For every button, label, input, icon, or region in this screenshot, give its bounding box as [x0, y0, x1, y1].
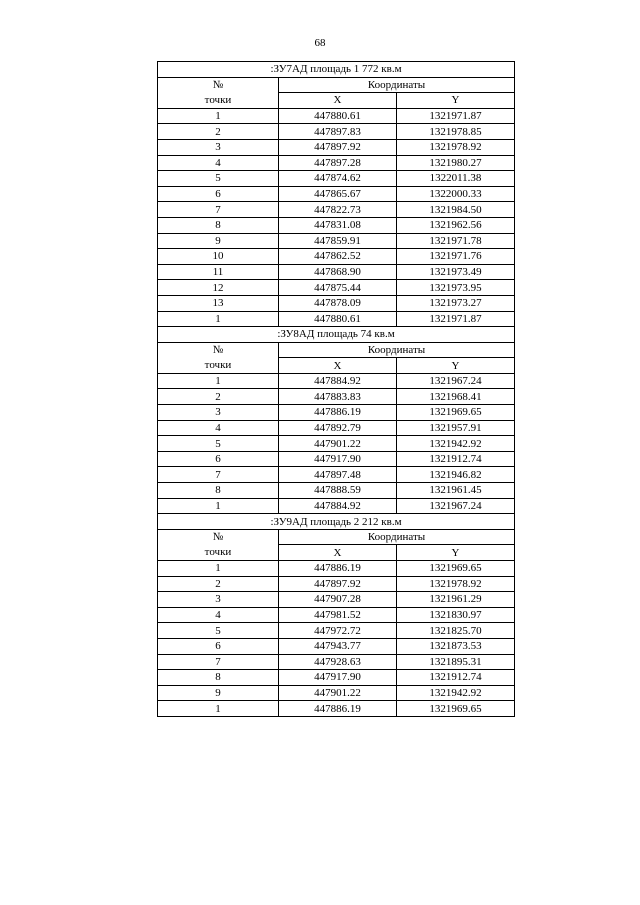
x-value-cell: 447917.90: [279, 451, 397, 467]
x-value-cell: 447878.09: [279, 295, 397, 311]
table-row: [158, 108, 515, 124]
x-value-cell: 447880.61: [279, 311, 397, 327]
coordinates-header: Координаты: [279, 529, 515, 545]
table-row: [158, 249, 515, 265]
point-number-cell: 6: [158, 186, 279, 202]
table-row: [158, 405, 515, 421]
point-number-cell: 2: [158, 576, 279, 592]
table-row: [158, 280, 515, 296]
point-number-cell: 3: [158, 139, 279, 155]
x-value-cell: 447943.77: [279, 638, 397, 654]
table-row: [158, 607, 515, 623]
y-value-cell: 1321973.49: [397, 264, 515, 280]
y-value-cell: 1321967.24: [397, 498, 515, 514]
point-number-cell: 4: [158, 420, 279, 436]
x-value-cell: 447981.52: [279, 607, 397, 623]
point-number-cell: 5: [158, 171, 279, 187]
x-value-cell: 447874.62: [279, 171, 397, 187]
point-number-cell: 6: [158, 451, 279, 467]
y-header: Y: [397, 545, 515, 561]
point-number-cell: 1: [158, 108, 279, 124]
y-value-cell: 1321957.91: [397, 420, 515, 436]
y-value-cell: 1321978.85: [397, 124, 515, 140]
table-row: [158, 186, 515, 202]
y-value-cell: 1321971.76: [397, 249, 515, 265]
y-value-cell: 1321961.45: [397, 483, 515, 499]
point-number-cell: 1: [158, 373, 279, 389]
page-number: 68: [314, 37, 326, 49]
x-value-cell: 447897.28: [279, 155, 397, 171]
x-value-cell: 447901.22: [279, 685, 397, 701]
header-row: [158, 529, 515, 545]
table-row: [158, 561, 515, 577]
section-title: :ЗУ9АД площадь 2 212 кв.м: [158, 514, 515, 530]
y-value-cell: 1321967.24: [397, 373, 515, 389]
y-value-cell: 1321971.78: [397, 233, 515, 249]
section-title-row: [158, 62, 515, 78]
x-value-cell: 447886.19: [279, 405, 397, 421]
point-label: точки: [204, 545, 232, 558]
section-title: :ЗУ7АД площадь 1 772 кв.м: [158, 62, 515, 78]
y-value-cell: 1321978.92: [397, 576, 515, 592]
coordinates-header: Координаты: [279, 342, 515, 358]
x-value-cell: 447888.59: [279, 483, 397, 499]
x-value-cell: 447897.92: [279, 139, 397, 155]
y-value-cell: 1321969.65: [397, 701, 515, 717]
table-row: [158, 264, 515, 280]
point-number-cell: 2: [158, 124, 279, 140]
point-label: точки: [204, 358, 232, 371]
header-row: [158, 77, 515, 93]
header-row: [158, 342, 515, 358]
point-number-cell: 4: [158, 155, 279, 171]
x-value-cell: 447884.92: [279, 373, 397, 389]
point-number-cell: 9: [158, 685, 279, 701]
table-row: [158, 124, 515, 140]
y-value-cell: 1321942.92: [397, 685, 515, 701]
y-value-cell: 1321830.97: [397, 607, 515, 623]
point-number-cell: 3: [158, 592, 279, 608]
table-row: [158, 498, 515, 514]
x-value-cell: 447907.28: [279, 592, 397, 608]
point-number-cell: 1: [158, 561, 279, 577]
x-value-cell: 447822.73: [279, 202, 397, 218]
table-row: [158, 295, 515, 311]
point-number-cell: 8: [158, 670, 279, 686]
x-value-cell: 447897.83: [279, 124, 397, 140]
point-number-cell: 5: [158, 623, 279, 639]
y-value-cell: 1321895.31: [397, 654, 515, 670]
table-row: [158, 171, 515, 187]
y-value-cell: 1322000.33: [397, 186, 515, 202]
y-value-cell: 1321912.74: [397, 670, 515, 686]
point-number-cell: 8: [158, 217, 279, 233]
x-value-cell: 447886.19: [279, 561, 397, 577]
x-value-cell: 447928.63: [279, 654, 397, 670]
table-row: [158, 420, 515, 436]
y-header: Y: [397, 358, 515, 374]
y-value-cell: 1321969.65: [397, 405, 515, 421]
table-row: [158, 373, 515, 389]
y-value-cell: 1321973.95: [397, 280, 515, 296]
point-number-header: [158, 342, 279, 373]
x-value-cell: 447972.72: [279, 623, 397, 639]
table-row: [158, 451, 515, 467]
x-value-cell: 447892.79: [279, 420, 397, 436]
y-value-cell: 1321971.87: [397, 311, 515, 327]
x-value-cell: 447831.08: [279, 217, 397, 233]
point-number-header: [158, 77, 279, 108]
table-row: [158, 233, 515, 249]
table-row: [158, 217, 515, 233]
point-number-cell: 6: [158, 638, 279, 654]
x-value-cell: 447859.91: [279, 233, 397, 249]
point-number-cell: 7: [158, 202, 279, 218]
y-value-cell: 1321973.27: [397, 295, 515, 311]
y-value-cell: 1321873.53: [397, 638, 515, 654]
table-row: [158, 389, 515, 405]
table-row: [158, 467, 515, 483]
point-number-cell: 8: [158, 483, 279, 499]
y-value-cell: 1321942.92: [397, 436, 515, 452]
number-sign: №: [212, 343, 224, 356]
section-title: :ЗУ8АД площадь 74 кв.м: [158, 327, 515, 343]
table-row: [158, 638, 515, 654]
point-number-cell: 1: [158, 701, 279, 717]
point-number-cell: 9: [158, 233, 279, 249]
point-label: точки: [204, 93, 232, 106]
point-number-cell: 1: [158, 498, 279, 514]
table-row: [158, 670, 515, 686]
table-row: [158, 155, 515, 171]
x-value-cell: 447886.19: [279, 701, 397, 717]
y-value-cell: 1321968.41: [397, 389, 515, 405]
y-value-cell: 1321969.65: [397, 561, 515, 577]
coordinates-document: [157, 61, 514, 717]
x-value-cell: 447875.44: [279, 280, 397, 296]
y-value-cell: 1322011.38: [397, 171, 515, 187]
y-header: Y: [397, 93, 515, 109]
point-number-cell: 7: [158, 467, 279, 483]
y-value-cell: 1321980.27: [397, 155, 515, 171]
x-value-cell: 447880.61: [279, 108, 397, 124]
section-title-row: [158, 514, 515, 530]
point-number-header: [158, 529, 279, 560]
table-row: [158, 592, 515, 608]
y-value-cell: 1321825.70: [397, 623, 515, 639]
point-number-cell: 4: [158, 607, 279, 623]
x-value-cell: 447901.22: [279, 436, 397, 452]
x-header: X: [279, 545, 397, 561]
number-sign: №: [212, 78, 224, 91]
table-row: [158, 685, 515, 701]
x-header: X: [279, 358, 397, 374]
x-value-cell: 447865.67: [279, 186, 397, 202]
point-number-cell: 12: [158, 280, 279, 296]
table-row: [158, 623, 515, 639]
number-sign: №: [212, 530, 224, 543]
x-header: X: [279, 93, 397, 109]
point-number-cell: 10: [158, 249, 279, 265]
point-number-cell: 5: [158, 436, 279, 452]
y-value-cell: 1321971.87: [397, 108, 515, 124]
y-value-cell: 1321984.50: [397, 202, 515, 218]
table-row: [158, 483, 515, 499]
table-row: [158, 311, 515, 327]
x-value-cell: 447897.92: [279, 576, 397, 592]
coordinates-table: [157, 61, 515, 717]
point-number-cell: 13: [158, 295, 279, 311]
x-value-cell: 447884.92: [279, 498, 397, 514]
x-value-cell: 447862.52: [279, 249, 397, 265]
table-row: [158, 436, 515, 452]
table-row: [158, 654, 515, 670]
point-number-cell: 1: [158, 311, 279, 327]
x-value-cell: 447917.90: [279, 670, 397, 686]
point-number-cell: 7: [158, 654, 279, 670]
section-title-row: [158, 327, 515, 343]
point-number-cell: 3: [158, 405, 279, 421]
y-value-cell: 1321961.29: [397, 592, 515, 608]
y-value-cell: 1321912.74: [397, 451, 515, 467]
point-number-cell: 2: [158, 389, 279, 405]
y-value-cell: 1321962.56: [397, 217, 515, 233]
y-value-cell: 1321978.92: [397, 139, 515, 155]
x-value-cell: 447897.48: [279, 467, 397, 483]
table-row: [158, 701, 515, 717]
x-value-cell: 447883.83: [279, 389, 397, 405]
y-value-cell: 1321946.82: [397, 467, 515, 483]
table-row: [158, 576, 515, 592]
x-value-cell: 447868.90: [279, 264, 397, 280]
point-number-cell: 11: [158, 264, 279, 280]
table-row: [158, 202, 515, 218]
coordinates-header: Координаты: [279, 77, 515, 93]
table-row: [158, 139, 515, 155]
